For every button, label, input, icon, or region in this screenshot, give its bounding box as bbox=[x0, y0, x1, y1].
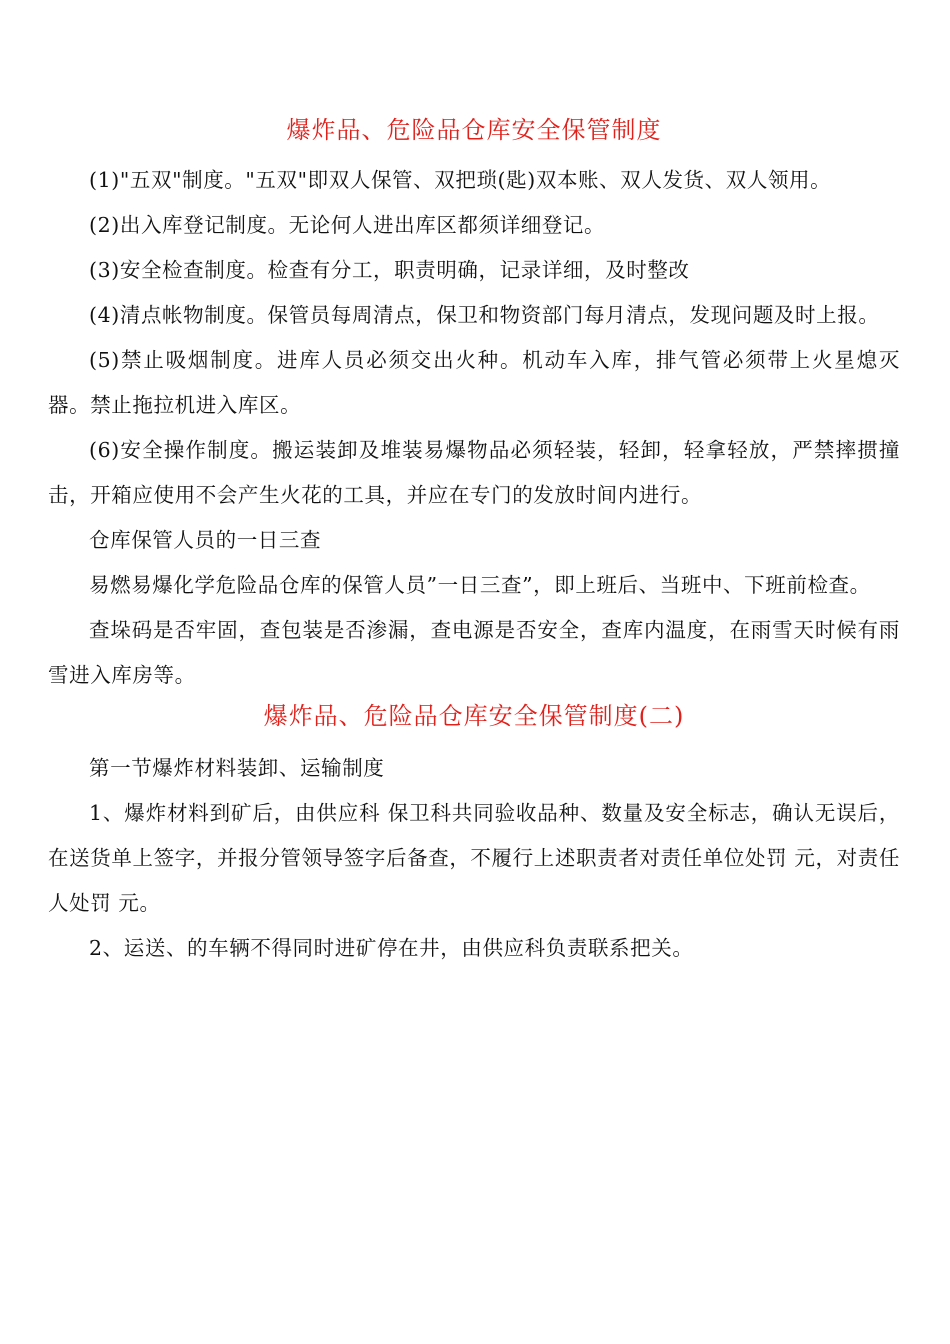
section1-paragraph-3: (3)安全检查制度。检查有分工，职责明确，记录详细，及时整改 bbox=[89, 258, 690, 282]
section1-paragraph-5: (5)禁止吸烟制度。进库人员必须交出火种。机动车入库，排气管必须带上火星熄灭器。禁止拖拉机进入库区。 bbox=[48, 348, 900, 417]
section2-title: 爆炸品、危险品仓库安全保管制度(二) bbox=[263, 702, 685, 730]
section1-paragraph-6: (6)安全操作制度。搬运装卸及堆装易爆物品必须轻装，轻卸，轻拿轻放，严禁摔掼撞击，开箱应使用不会产生火花的工具，并应在专门的发放时间内进行。 bbox=[48, 438, 900, 507]
section1-paragraph-7: 仓库保管人员的一日三查 bbox=[89, 528, 322, 552]
section1-paragraph-1: (1)"五双"制度。"五双"即双人保管、双把琐(匙)双本账、双人发货、双人领用。 bbox=[89, 168, 832, 192]
section1-paragraph-2: (2)出入库登记制度。无论何人进出库区都须详细登记。 bbox=[89, 213, 606, 237]
section2-paragraph-3: 2、运送、的车辆不得同时进矿停在井，由供应科负责联系把关。 bbox=[89, 936, 694, 960]
section2-paragraph-2: 1、爆炸材料到矿后，由供应科 保卫科共同验收品种、数量及安全标志，确认无误后，在送货单上签字，并报分管领导签字后备查，不履行上述职责者对责任单位处罚 元，对责任人处罚 元。 bbox=[48, 801, 900, 915]
section1-paragraph-9: 查垛码是否牢固，查包装是否渗漏，查电源是否安全，查库内温度，在雨雪天时候有雨雪进入库房等。 bbox=[48, 618, 900, 687]
section1-paragraph-8: 易燃易爆化学危险品仓库的保管人员”一日三查”，即上班后、当班中、下班前检查。 bbox=[89, 573, 871, 597]
section2-paragraph-1: 第一节爆炸材料装卸、运输制度 bbox=[89, 756, 385, 780]
section1-title: 爆炸品、危险品仓库安全保管制度 bbox=[286, 116, 662, 144]
document-page bbox=[48, 112, 900, 971]
section1-paragraph-4: (4)清点帐物制度。保管员每周清点，保卫和物资部门每月清点，发现问题及时上报。 bbox=[89, 303, 880, 327]
